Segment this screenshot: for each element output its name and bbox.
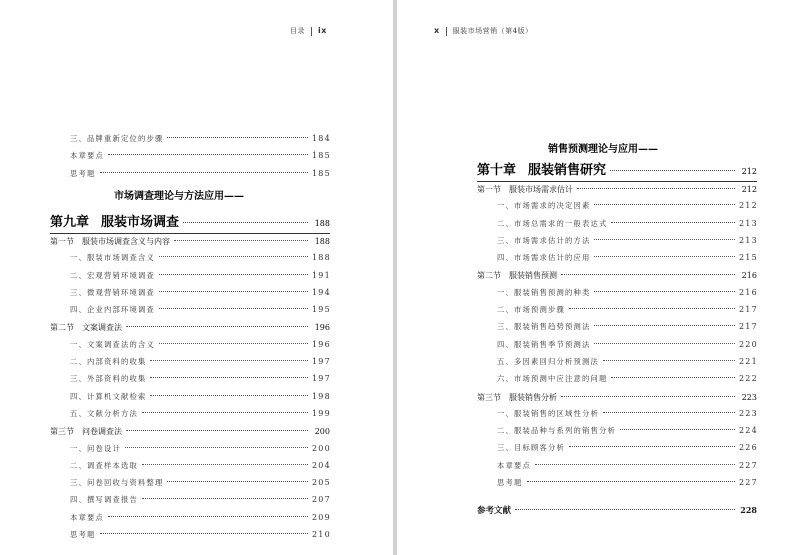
section-entry-text: 服装市场调查含义与内容: [82, 237, 170, 246]
subsection-entry-title: 二、市场预测步骤: [497, 305, 565, 315]
page-number: 184: [312, 134, 331, 143]
page-number: 217: [739, 322, 758, 332]
page-number: 188: [314, 237, 330, 246]
subsection-entry[interactable]: [50, 495, 330, 512]
toc-right-main: [477, 159, 757, 522]
dot-leader: [561, 274, 735, 275]
section-entry-text: 文案调查法: [82, 323, 122, 333]
references-entry[interactable]: [477, 504, 757, 522]
subsection-entry-title: 三、市场需求估计的方法: [497, 235, 591, 245]
subsection-entry[interactable]: [50, 305, 330, 322]
chapter-entry-number: 第九章: [50, 215, 90, 230]
dot-leader: [594, 204, 735, 205]
subsection-entry[interactable]: [477, 219, 757, 236]
chapter-entry-title: [50, 211, 179, 230]
page-number: 222: [739, 374, 758, 384]
subsection-entry-title: 一、问卷设计: [70, 443, 121, 453]
chapter-end-entry[interactable]: [50, 513, 330, 530]
chapter-rule: [477, 181, 757, 182]
chapter-entry-title: [477, 159, 606, 178]
dot-leader: [142, 498, 308, 499]
chapter-entry[interactable]: [477, 159, 757, 181]
chapter-end-entry-title: 本章要点: [497, 460, 531, 470]
page-number: 198: [312, 391, 331, 401]
subsection-entry-title: 五、文献分析方法: [70, 408, 138, 418]
header-label: 目录: [290, 27, 305, 35]
left-page: [0, 0, 393, 555]
chapter-entry[interactable]: [50, 211, 330, 233]
subsection-entry-title: 六、市场预测中应注意的问题: [497, 374, 608, 384]
dot-leader: [535, 464, 735, 465]
page-number: 195: [312, 305, 331, 315]
page-number: 213: [739, 218, 758, 228]
section-entry[interactable]: [477, 184, 757, 201]
page-number: 204: [312, 460, 331, 470]
section-entry-number: 第一节: [477, 185, 501, 194]
subsection-entry[interactable]: [477, 340, 757, 357]
dot-leader: [159, 343, 308, 344]
header-page-number: ix: [318, 26, 327, 35]
subsection-entry-title: 二、内部资料的收集: [70, 357, 147, 367]
toc-entry[interactable]: [50, 169, 330, 186]
right-page: [397, 0, 790, 555]
subsection-entry[interactable]: [50, 409, 330, 426]
part-title: 市场调查理论与方法应用——: [114, 191, 244, 202]
subsection-entry-title: 四、市场需求估计的应用: [497, 253, 591, 263]
page-number: 212: [741, 167, 757, 176]
subsection-entry-title: 三、外部资料的收集: [70, 374, 147, 384]
page-number: 207: [312, 495, 331, 505]
chapter-entry-text: 服装市场调查: [101, 215, 180, 230]
section-entry-title: [477, 184, 573, 195]
left-running-header: [290, 26, 327, 36]
dot-leader: [594, 291, 735, 292]
subsection-entry-title: 二、宏观营销环境调查: [70, 270, 155, 280]
dot-leader: [108, 154, 308, 155]
dot-leader: [594, 256, 735, 257]
dot-leader: [527, 481, 736, 482]
page-number: 199: [312, 408, 331, 418]
page-number: 228: [740, 505, 757, 516]
subsection-entry[interactable]: [50, 374, 330, 391]
section-entry-title: [50, 322, 122, 333]
subsection-entry-title: 一、服装市场调查含义: [70, 253, 155, 263]
subsection-entry[interactable]: [477, 322, 757, 339]
subsection-entry[interactable]: [50, 340, 330, 357]
chapter-entry-number: 第十章: [477, 163, 517, 178]
section-entry-title: [477, 392, 557, 403]
section-entry-number: 第二节: [50, 323, 74, 333]
page-number: 188: [312, 253, 331, 263]
dot-leader: [620, 429, 735, 430]
subsection-entry-title: 四、企业内部环境调查: [70, 305, 155, 315]
subsection-entry-title: 二、服装品种与系列的销售分析: [497, 426, 616, 436]
page-number: 200: [314, 427, 330, 437]
header-mark: x: [434, 26, 440, 35]
subsection-entry[interactable]: [477, 253, 757, 270]
subsection-entry[interactable]: [477, 288, 757, 305]
chapter-end-entry[interactable]: [477, 478, 757, 495]
dot-leader: [515, 509, 735, 510]
section-entry[interactable]: [477, 392, 757, 409]
subsection-entry-title: 三、问卷回收与资料整理: [70, 478, 164, 488]
dot-leader: [125, 447, 308, 448]
header-separator: [446, 27, 447, 36]
page-number: 215: [739, 253, 758, 263]
page-number: 185: [312, 151, 331, 161]
subsection-entry-title: 二、调查样本选取: [70, 460, 138, 470]
section-entry-number: 第二节: [477, 271, 501, 281]
dot-leader: [603, 360, 735, 361]
page-number: 223: [739, 408, 758, 418]
section-entry[interactable]: [50, 322, 330, 339]
chapter-end-entry-title: 思考题: [497, 478, 523, 488]
page-number: 196: [312, 339, 331, 349]
dot-leader: [126, 430, 308, 431]
right-running-header: [434, 26, 533, 36]
dot-leader: [142, 464, 308, 465]
dot-leader: [577, 188, 735, 189]
page-number: 226: [739, 443, 758, 453]
dot-leader: [150, 360, 308, 361]
subsection-entry-title: 一、文案调查法的含义: [70, 339, 155, 349]
page-number: 221: [739, 356, 758, 366]
subsection-entry[interactable]: [50, 392, 330, 409]
dot-leader: [142, 412, 308, 413]
page-number: 191: [312, 270, 331, 280]
page-number: 224: [739, 426, 758, 436]
page-number: 197: [312, 357, 331, 367]
dot-leader: [159, 308, 308, 309]
subsection-entry[interactable]: [477, 201, 757, 218]
page-number: 213: [739, 235, 758, 245]
chapter-entry-text: 服装销售研究: [528, 163, 607, 178]
dot-leader: [569, 446, 735, 447]
header-separator: [311, 27, 312, 36]
dot-leader: [100, 172, 309, 173]
dot-leader: [610, 170, 735, 171]
dot-leader: [594, 239, 735, 240]
subsection-entry-title: 四、服装销售季节预测法: [497, 339, 591, 349]
subsection-entry[interactable]: [50, 461, 330, 478]
subsection-entry-title: 二、市场总需求的一般表达式: [497, 218, 608, 228]
subsection-entry-title: 三、目标顾客分析: [497, 443, 565, 453]
page-number: 217: [739, 305, 758, 315]
subsection-entry[interactable]: [477, 357, 757, 374]
section-entry-title: [50, 236, 170, 247]
dot-leader: [150, 377, 308, 378]
dot-leader: [159, 256, 308, 257]
dot-leader: [569, 308, 735, 309]
section-entry[interactable]: [477, 270, 757, 287]
page-number: 209: [312, 512, 331, 522]
toc-entry-title: 思考题: [70, 168, 96, 178]
dot-leader: [150, 395, 308, 396]
subsection-entry[interactable]: [477, 236, 757, 253]
section-entry-number: 第三节: [477, 392, 501, 402]
page-number: 212: [739, 201, 758, 211]
page-number: 227: [739, 460, 758, 470]
toc-entry-title: 三、品牌重新定位的步骤: [70, 134, 164, 143]
section-entry[interactable]: [50, 236, 330, 253]
dot-leader: [594, 325, 735, 326]
page-number: 212: [741, 185, 757, 194]
subsection-entry-title: 五、多因素回归分析预测法: [497, 356, 599, 366]
dot-leader: [603, 412, 735, 413]
toc-entry-title: 本章要点: [70, 151, 104, 161]
section-entry-text: 问卷调查法: [82, 427, 122, 437]
chapter-rule: [50, 233, 330, 234]
references-entry-title: 参考文献: [477, 506, 512, 517]
header-book-title: 服装市场营销（第4版）: [452, 27, 533, 35]
page-number: 200: [312, 443, 331, 453]
chapter-end-entry-title: 本章要点: [70, 512, 104, 522]
section-entry-text: 服装销售分析: [509, 392, 557, 402]
dot-leader: [167, 137, 308, 138]
dot-leader: [126, 326, 308, 327]
subsection-entry[interactable]: [50, 271, 330, 288]
dot-leader: [167, 481, 308, 482]
page-number: 196: [314, 323, 330, 333]
subsection-entry[interactable]: [477, 305, 757, 322]
chapter-end-entry[interactable]: [50, 530, 330, 547]
section-entry-title: [477, 270, 557, 281]
subsection-entry[interactable]: [50, 288, 330, 305]
subsection-entry[interactable]: [50, 444, 330, 461]
spacer: [477, 495, 757, 504]
subsection-entry[interactable]: [50, 357, 330, 374]
subsection-entry[interactable]: [50, 253, 330, 270]
section-entry-title: [50, 426, 122, 437]
subsection-entry-title: 四、撰写调查报告: [70, 495, 138, 505]
subsection-entry[interactable]: [477, 409, 757, 426]
dot-leader: [100, 533, 309, 534]
subsection-entry-title: 四、计算机文献检索: [70, 391, 147, 401]
dot-leader: [183, 222, 308, 223]
subsection-entry-title: 一、服装销售预测的种类: [497, 287, 591, 297]
subsection-entry[interactable]: [477, 426, 757, 443]
dot-leader: [159, 291, 308, 292]
section-entry-text: 服装市场需求估计: [509, 185, 573, 194]
dot-leader: [561, 396, 735, 397]
toc-entry[interactable]: [50, 134, 330, 151]
page-number: 197: [312, 374, 331, 384]
page-number: 216: [739, 287, 758, 297]
subsection-entry-title: 一、服装销售的区域性分析: [497, 408, 599, 418]
page-number: 205: [312, 478, 331, 488]
part-title: 销售预测理论与应用——: [548, 144, 658, 155]
dot-leader: [174, 240, 308, 241]
subsection-entry[interactable]: [477, 374, 757, 391]
page-number: 216: [741, 271, 757, 281]
page-number: 227: [739, 478, 758, 488]
toc-entry[interactable]: [50, 151, 330, 168]
dot-leader: [108, 516, 308, 517]
chapter-end-entry-title: 思考题: [70, 530, 96, 540]
dot-leader: [594, 343, 735, 344]
page-number: 210: [312, 530, 331, 540]
dot-leader: [611, 222, 735, 223]
dot-leader: [159, 274, 308, 275]
toc-left-main: [50, 211, 330, 547]
section-entry-text: 服装销售预测: [509, 271, 557, 281]
section-entry-number: 第一节: [50, 237, 74, 246]
dot-leader: [611, 377, 735, 378]
chapter-end-entry[interactable]: [477, 461, 757, 478]
subsection-entry-title: 三、服装销售趋势预测法: [497, 322, 591, 332]
section-entry-number: 第三节: [50, 427, 74, 437]
page-number: 220: [739, 339, 758, 349]
subsection-entry[interactable]: [477, 443, 757, 460]
page-number: 185: [312, 168, 331, 178]
section-entry[interactable]: [50, 426, 330, 443]
toc-left-top: [50, 134, 330, 186]
page-number: 223: [741, 392, 757, 402]
subsection-entry-title: 三、微观营销环境调查: [70, 287, 155, 297]
page-number: 188: [314, 219, 330, 228]
subsection-entry[interactable]: [50, 478, 330, 495]
page-number: 194: [312, 287, 331, 297]
subsection-entry-title: 一、市场需求的决定因素: [497, 201, 591, 211]
